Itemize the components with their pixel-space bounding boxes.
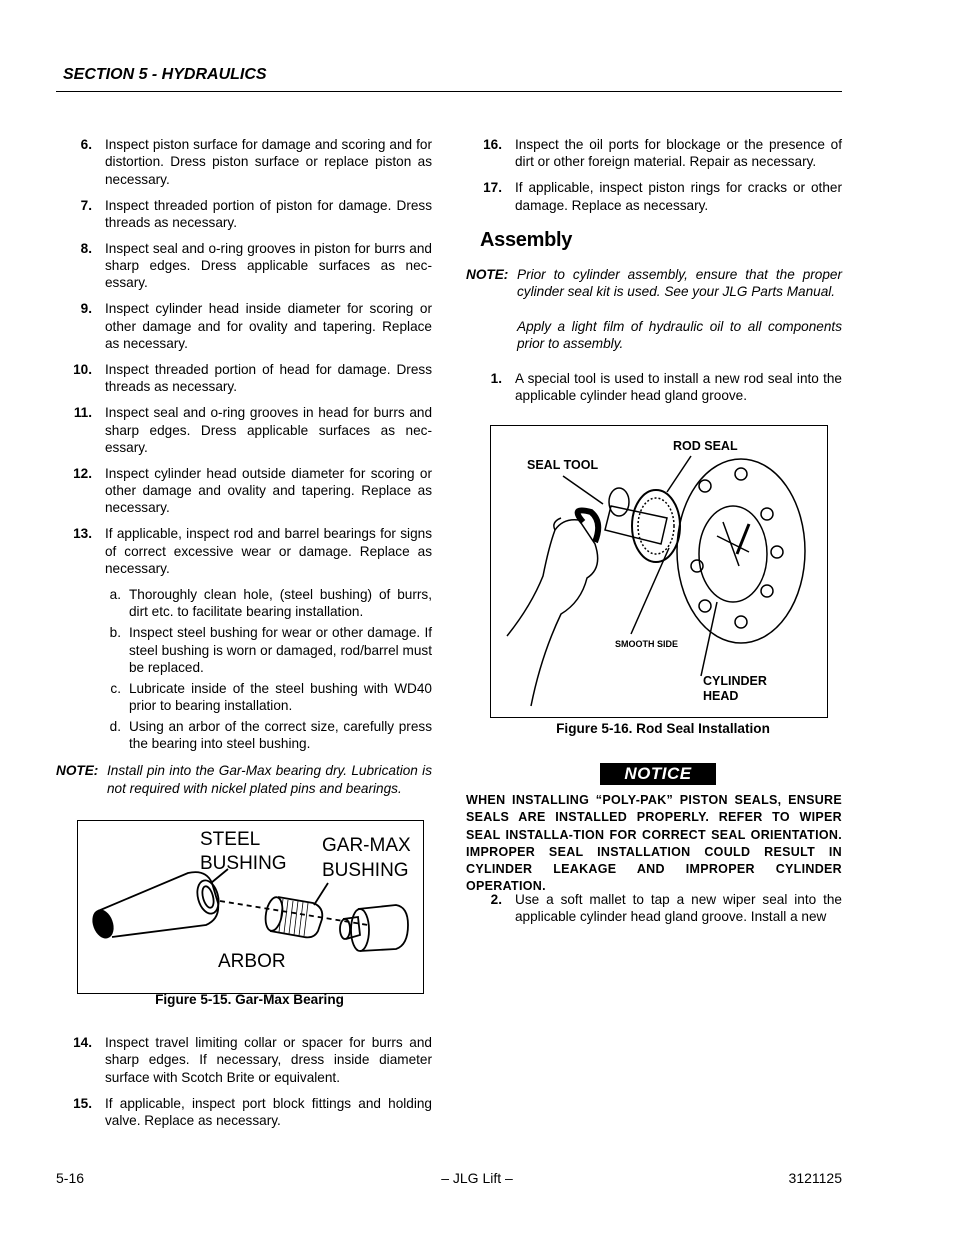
item-number: 11. [73,405,92,421]
label-cylinder: CYLINDER [703,674,767,688]
list-item [56,240,432,292]
item-text: If applicable, inspect rod and barrel bearings for signs of correct excessive wear or damage. Replace as necessary. [105,526,432,577]
list-item [56,361,432,396]
sub-item [56,586,432,621]
item-number: 6. [80,137,92,152]
item-text: Inspect seal and o-ring grooves in head for burrs and sharp edges. Dress applicable surfaces as nec-essary. [105,405,432,455]
item-text: Inspect threaded portion of piston for damage. Dress threads as necessary. [105,197,432,230]
label-seal-tool: SEAL TOOL [527,458,599,472]
assembly-block-continued [466,891,842,934]
list-item [56,465,432,517]
note-label: NOTE: [466,267,509,282]
item-number: 16. [483,137,502,152]
item-number: 17. [483,180,502,196]
item-number: 7. [80,197,92,213]
label-bushing-steel: BUSHING [200,853,287,874]
sub-item-letter: b. [109,625,121,641]
list-item [56,1034,432,1086]
label-rod-seal: ROD SEAL [673,439,738,453]
document-number: 3121125 [788,1170,842,1186]
item-number: 13. [73,526,92,542]
item-text: A special tool is used to install a new rod seal into the applicable cylinder head gland groove. [515,371,842,404]
item-number: 10. [73,362,92,378]
list-item [56,136,432,188]
sub-item-text: Thoroughly clean hole, (steel bushing) of burrs, dirt etc. to facilitate bearing installation. [129,587,432,620]
item-text: Inspect travel limiting collar or spacer for burrs and sharp edges. If necessary, dress inside diameter surface with Scotch Brite or equivalent. [105,1035,432,1085]
item-number: 8. [80,240,92,256]
note-text: Prior to cylinder assembly, ensure that the proper cylinder seal kit is used. See your JLG Parts Manual. [517,267,842,300]
sub-item-text: Lubricate inside of the steel bushing with WD40 prior to bearing installation. [129,680,432,713]
notice-badge: NOTICE [600,763,716,785]
header-divider [56,91,842,92]
right-column [466,136,842,223]
sub-item-text: Inspect steel bushing for wear or other damage. If steel bushing is worn or damaged, rod/barrel must be replaced. [129,625,432,675]
label-smooth-side: SMOOTH SIDE [615,639,679,649]
sub-item-letter: c. [110,680,121,696]
item-number: 2. [490,892,502,907]
item-text: If applicable, inspect piston rings for cracks or other damage. Replace as necessary. [515,180,842,213]
figure-gar-max-bearing [77,820,424,994]
label-arbor: ARBOR [218,951,286,972]
list-item [56,300,432,352]
item-text: Inspect threaded portion of head for damage. Dress threads as necessary. [105,362,432,395]
left-column [56,136,432,805]
list-item [466,370,842,405]
sub-item-letter: a. [109,587,121,603]
item-text: Inspect cylinder head outside diameter for scoring or other damage and ovality and tapering. Replace as necessary. [105,465,432,516]
page-number: 5-16 [56,1170,85,1186]
label-head: HEAD [703,689,739,703]
gar-max-bearing-illustration [78,821,423,993]
list-item [56,404,432,456]
list-item [466,891,842,926]
item-text: Inspect piston surface for damage and scoring and for distortion. Dress piston surface or replace piston as necessary. [105,137,432,187]
rod-seal-installation-illustration [491,426,827,717]
sub-item [56,680,432,715]
figure-caption: Figure 5-16. Rod Seal Installation [556,721,770,736]
item-text: If applicable, inspect port block fittings and holding valve. Replace as necessary. [105,1095,432,1128]
left-column-continued [56,1034,432,1138]
label-gar-max: GAR-MAX [322,835,411,856]
section-heading-assembly: Assembly [480,229,573,251]
item-number: 15. [73,1095,92,1111]
note [56,762,432,797]
item-number: 14. [73,1035,92,1050]
item-number: 9. [80,301,92,317]
item-text: Inspect cylinder head inside diameter for scoring or other damage and for ovality and tapering. Replace as necessary. [105,301,432,352]
note [466,266,842,301]
sub-item [56,718,432,753]
sub-item-letter: d. [109,718,121,734]
sub-item-text: Using an arbor of the correct size, carefully press the bearing into steel bushing. [129,718,432,752]
sub-item [56,624,432,676]
list-item [56,1095,432,1130]
item-number: 1. [490,371,502,387]
figure-rod-seal-installation [490,425,828,718]
list-item [56,525,432,577]
label-bushing-garmax: BUSHING [322,860,409,881]
note-label: NOTE: [56,763,99,779]
label-steel: STEEL [200,829,261,850]
section-title: SECTION 5 - HYDRAULICS [63,66,267,83]
figure-caption: Figure 5-15. Gar-Max Bearing [155,992,344,1007]
footer-center: – JLG Lift – [441,1170,513,1186]
note-text: Install pin into the Gar-Max bearing dry. Lubrication is not required with nickel plated pins and bearings. [107,763,432,796]
list-item [466,179,842,214]
note-text-2: Apply a light film of hydraulic oil to all components prior to assembly. [517,318,842,351]
assembly-block [466,266,842,413]
item-text: Use a soft mallet to tap a new wiper seal into the applicable cylinder head gland groove. Install a new [515,892,842,925]
item-text: Inspect seal and o-ring grooves in piston for burrs and sharp edges. Dress applicable surfaces as nec-essary. [105,240,432,291]
notice-text: WHEN INSTALLING “POLY-PAK” PISTON SEALS, ENSURE SEALS ARE INSTALLED PROPERLY. REFER TO WIPER SEAL INSTALLA-TION FOR CORRECT SEAL ORIENTATION. IMPROPER SEAL INSTALLATION COULD RESULT IN CYLINDER LEAKAGE AND IMPROPER CYLINDER OPERATION. [466,793,842,894]
list-item [466,136,842,171]
list-item [56,197,432,232]
item-number: 12. [73,465,92,481]
item-text: Inspect the oil ports for blockage or the presence of dirt or other foreign material. Repair as necessary. [515,137,842,170]
